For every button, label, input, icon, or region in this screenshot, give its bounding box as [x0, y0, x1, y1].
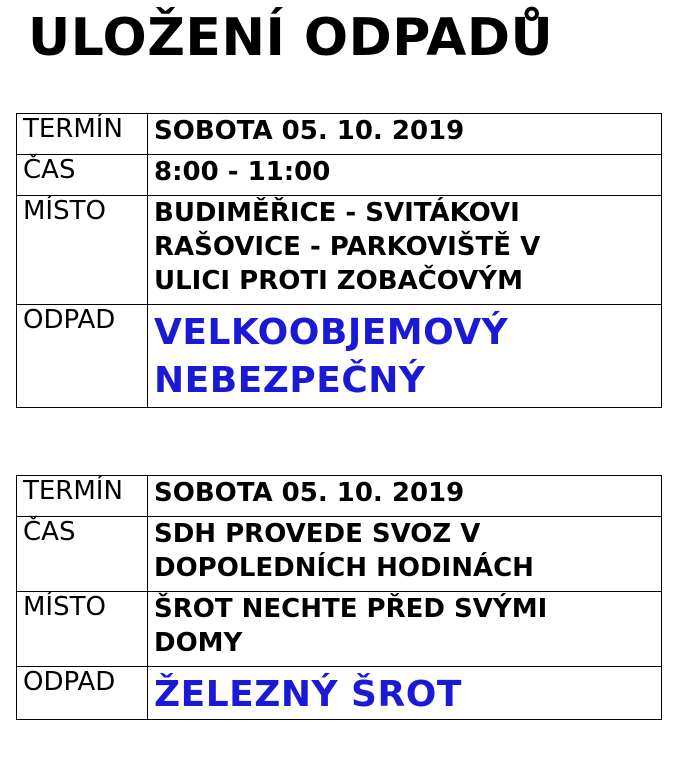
table-row-odpad — [17, 667, 662, 720]
cas-label: ČAS — [17, 155, 148, 196]
misto-value: BUDIMĚŘICE - SVITÁKOVI RAŠOVICE - PARKOVIŠTĚ V ULICI PROTI ZOBAČOVÝM — [148, 196, 662, 305]
termin-label: TERMÍN — [17, 476, 148, 517]
table-row-termin — [17, 114, 662, 155]
misto-label: MÍSTO — [17, 196, 148, 305]
odpad-value: VELKOOBJEMOVÝ NEBEZPEČNÝ — [148, 305, 662, 408]
cas-value: 8:00 - 11:00 — [148, 155, 662, 196]
misto-value: ŠROT NECHTE PŘED SVÝMI DOMY — [148, 592, 662, 667]
termin-value: SOBOTA 05. 10. 2019 — [148, 476, 662, 517]
odpad-label: ODPAD — [17, 305, 148, 408]
cas-value: SDH PROVEDE SVOZ V DOPOLEDNÍCH HODINÁCH — [148, 517, 662, 592]
table-row-cas — [17, 517, 662, 592]
collection-table-1 — [16, 113, 662, 408]
table-row-odpad — [17, 305, 662, 408]
collection-table-2 — [16, 475, 662, 720]
table-row-termin — [17, 476, 662, 517]
termin-label: TERMÍN — [17, 114, 148, 155]
odpad-label: ODPAD — [17, 667, 148, 720]
table-row-cas — [17, 155, 662, 196]
termin-value: SOBOTA 05. 10. 2019 — [148, 114, 662, 155]
table-row-misto — [17, 196, 662, 305]
page-title: ULOŽENÍ ODPADŮ — [28, 8, 554, 68]
odpad-value: ŽELEZNÝ ŠROT — [148, 667, 662, 720]
cas-label: ČAS — [17, 517, 148, 592]
misto-label: MÍSTO — [17, 592, 148, 667]
table-row-misto — [17, 592, 662, 667]
